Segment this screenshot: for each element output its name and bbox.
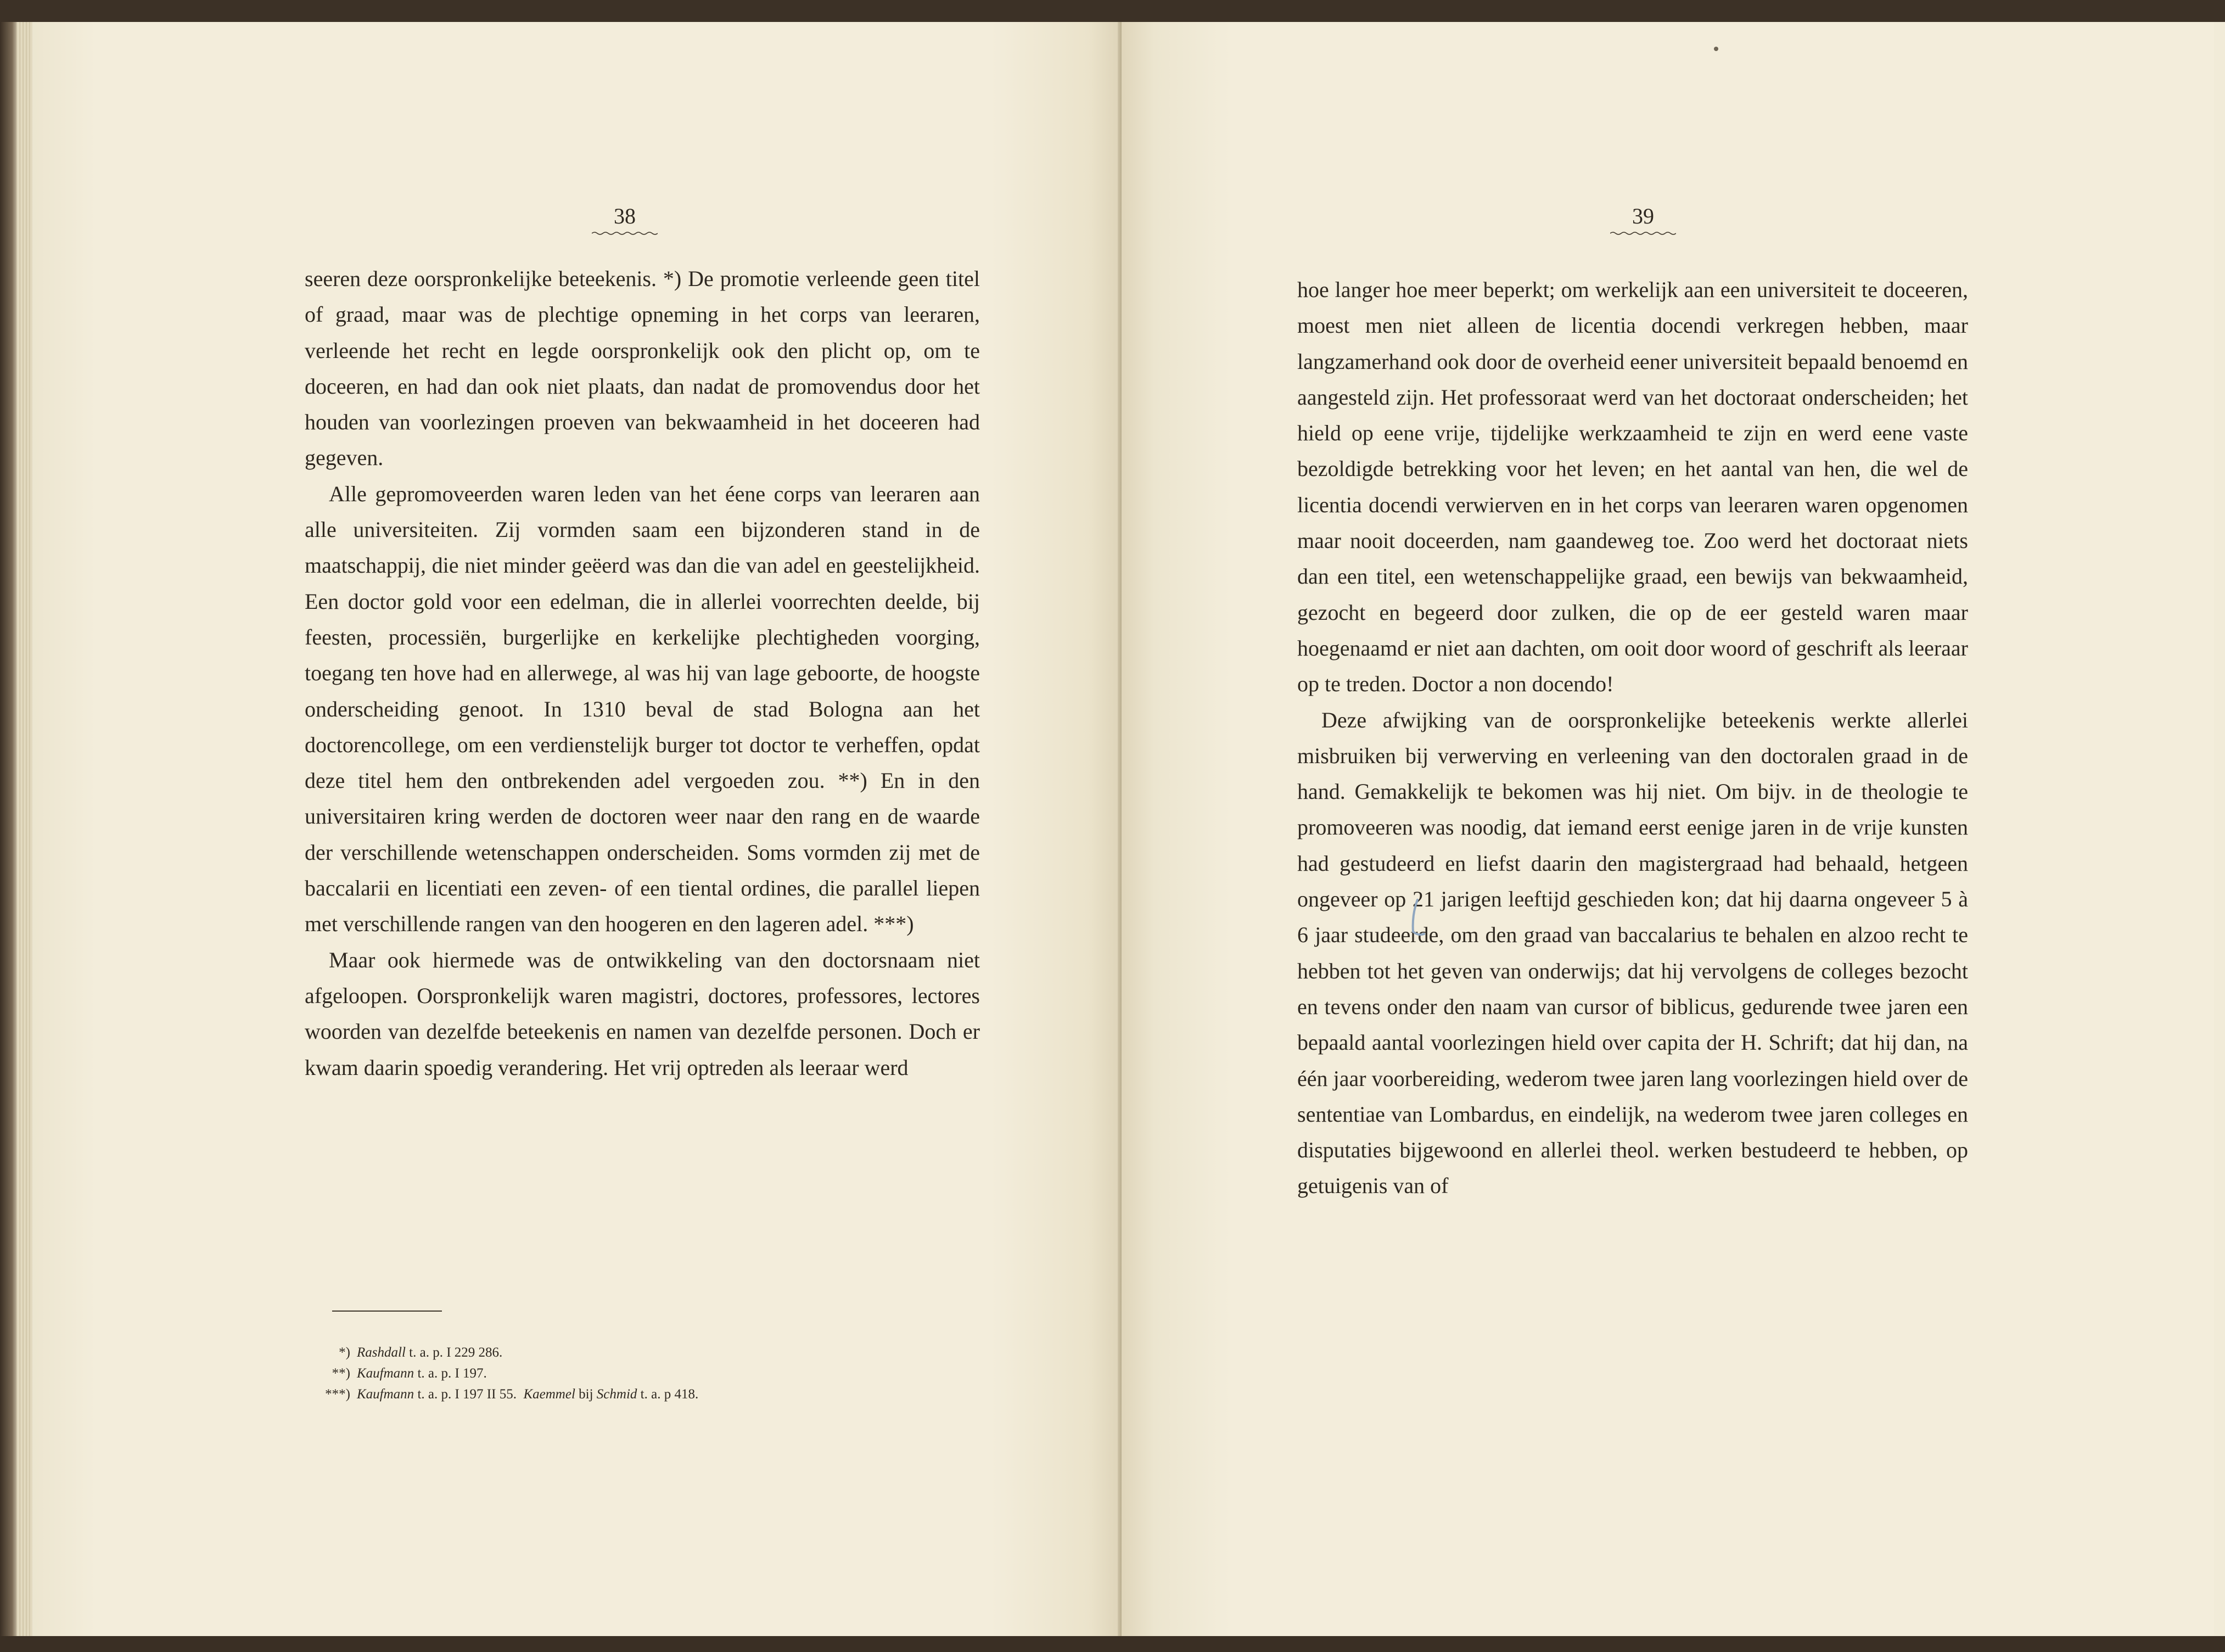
page-number-left: [570, 203, 680, 236]
footnote-marker: **): [332, 1366, 350, 1381]
footnote-author: Rashdall: [357, 1345, 406, 1360]
footnote: [318, 1384, 698, 1405]
footnote-author: Kaemmel: [523, 1387, 575, 1402]
page-edges: [16, 22, 31, 1636]
footnote-rule: [332, 1311, 442, 1312]
page-number-text: 39: [1632, 204, 1654, 228]
scan-background-bottom: [0, 1636, 2225, 1652]
right-body-text: [1297, 272, 1968, 1204]
scan-background-top: [0, 0, 2225, 22]
left-body-text: [305, 261, 980, 1085]
footnote-ref: t. a. p. I 197.: [417, 1366, 487, 1381]
footnote-ref: t. a. p. I 229 286.: [409, 1345, 503, 1360]
paragraph: seeren deze oorspronkelijke beteekenis. *) De promotie verleende geen titel of graad, maar was de plechtige opneming in het corps van leeraren, verleende het recht en legde oorspronkelijk ook den plicht op, om te doceeren, en had dan ook niet plaats, dan nadat de promovendus door het houden van voorlezingen proeven van bekwaamheid in het doceeren had gegeven.: [305, 266, 980, 471]
footnote-marker: ***): [325, 1387, 350, 1402]
ornament-wave-icon: [1610, 231, 1676, 236]
ornament-wave-icon: [592, 231, 658, 236]
pencil-annotation-icon: [1405, 898, 1427, 942]
footnote: [318, 1363, 698, 1384]
footnote-ref: t. a. p 418.: [640, 1387, 699, 1402]
paper-speck: [1714, 47, 1718, 51]
paragraph: Deze afwijking van de oorspronkelijke beteekenis werkte allerlei misbruiken bij verwerving en verleening van den doctoralen graad in de hand. Gemakkelijk te bekomen was hij niet. Om bijv. in de theologie te promoveeren was noodig, dat iemand eerst eenige jaren in de vrije kunsten had gestudeerd en liefst daarin den magistergraad had behaald, hetgeen ongeveer op 21 jarigen leeftijd geschieden kon; dat hij daarna ongeveer 5 à 6 jaar studeerde, om den graad van baccalarius te behalen en alzoo recht te hebben tot het geven van onderwijs; dat hij vervolgens de colleges bezocht en tevens onder den naam van cursor of biblicus, gedurende twee jaren een bepaald aantal voorlezingen hield over capita der H. Schrift; dat hij dan, na één jaar voorbereiding, wederom twee jaren lang voorlezingen hield over de sententiae van Lombardus, en eindelijk, na wederom twee jaren colleges en disputaties bijgewoond en allerlei theol. werken bestudeerd te hebben, op getuigenis van of: [1297, 707, 1968, 1199]
footnote-author: Kaufmann: [357, 1387, 414, 1402]
paragraph: hoe langer hoe meer beperkt; om werkelijk aan een universiteit te doceeren, moest men niet alleen de licentia docendi verkregen hebben, maar langzamerhand ook door de overheid eener universiteit bepaald benoemd en aangesteld zijn. Het professoraat werd van het doctoraat onderscheiden; het hield op eene vrije, tijdelijke werkzaamheid te zijn en werd eene vaste bezoldigde betrekking voor het leven; en het aantal van hen, die wel de licentia docendi verwierven en in het corps van leeraren waren opgenomen maar nooit doceerden, nam gaandeweg toe. Zoo werd het doctoraat niets dan een titel, een wetenschappelijke graad, een bewijs van bekwaamheid, gezocht en begeerd door zulken, die op de eer gesteld waren maar hoegenaamd er niet aan dachten, om ooit door woord of geschrift als leeraar op te treden. Doctor a non docendo!: [1297, 277, 1968, 697]
left-page: [30, 22, 1122, 1636]
footnote: [318, 1342, 698, 1363]
footnote-ref: bij: [579, 1387, 593, 1402]
right-page: [1122, 22, 2214, 1636]
footnote-author: Schmid: [596, 1387, 637, 1402]
paragraph: Alle gepromoveerden waren leden van het éene corps van leeraren aan alle universiteiten. Zij vormden saam een bijzonderen stand in de maatschappij, die niet minder geëerd was dan die van adel en geestelijkheid. Een doctor gold voor een edelman, die in allerlei voorrechten deelde, bij feesten, processiën, burgerlijke en kerkelijke plechtigheden voorging, toegang ten hove had en allerwege, al was hij van lage geboorte, de hoogste onderscheiding genoot. In 1310 beval de stad Bologna aan het doctorencollege, om een verdienstelijk burger tot doctor te verheffen, opdat deze titel hem den ontbrekenden adel vergoeden zou. **) En in den universitairen kring werden de doctoren weer naar den rang en de waarde der verschillende wetenschappen onderscheiden. Soms vormden zij met de baccalarii en licentiati een zeven- of een tiental ordines, die parallel liepen met verschillende rangen van den hoogeren en den lageren adel. ***): [305, 481, 980, 937]
footnote-ref: t. a. p. I 197 II 55.: [417, 1387, 517, 1402]
page-number-text: 38: [614, 204, 636, 228]
footnote-author: Kaufmann: [357, 1366, 414, 1381]
footnotes: [318, 1342, 698, 1405]
page-number-right: [1588, 203, 1698, 236]
paragraph: Maar ook hiermede was de ontwikkeling van den doctorsnaam niet afgeloopen. Oorspronkelijk waren magistri, doctores, professores, lectores woorden van dezelfde beteekenis en namen van dezelfde personen. Doch er kwam daarin spoedig verandering. Het vrij optreden als leeraar werd: [305, 947, 980, 1080]
footnote-marker: *): [339, 1345, 350, 1360]
